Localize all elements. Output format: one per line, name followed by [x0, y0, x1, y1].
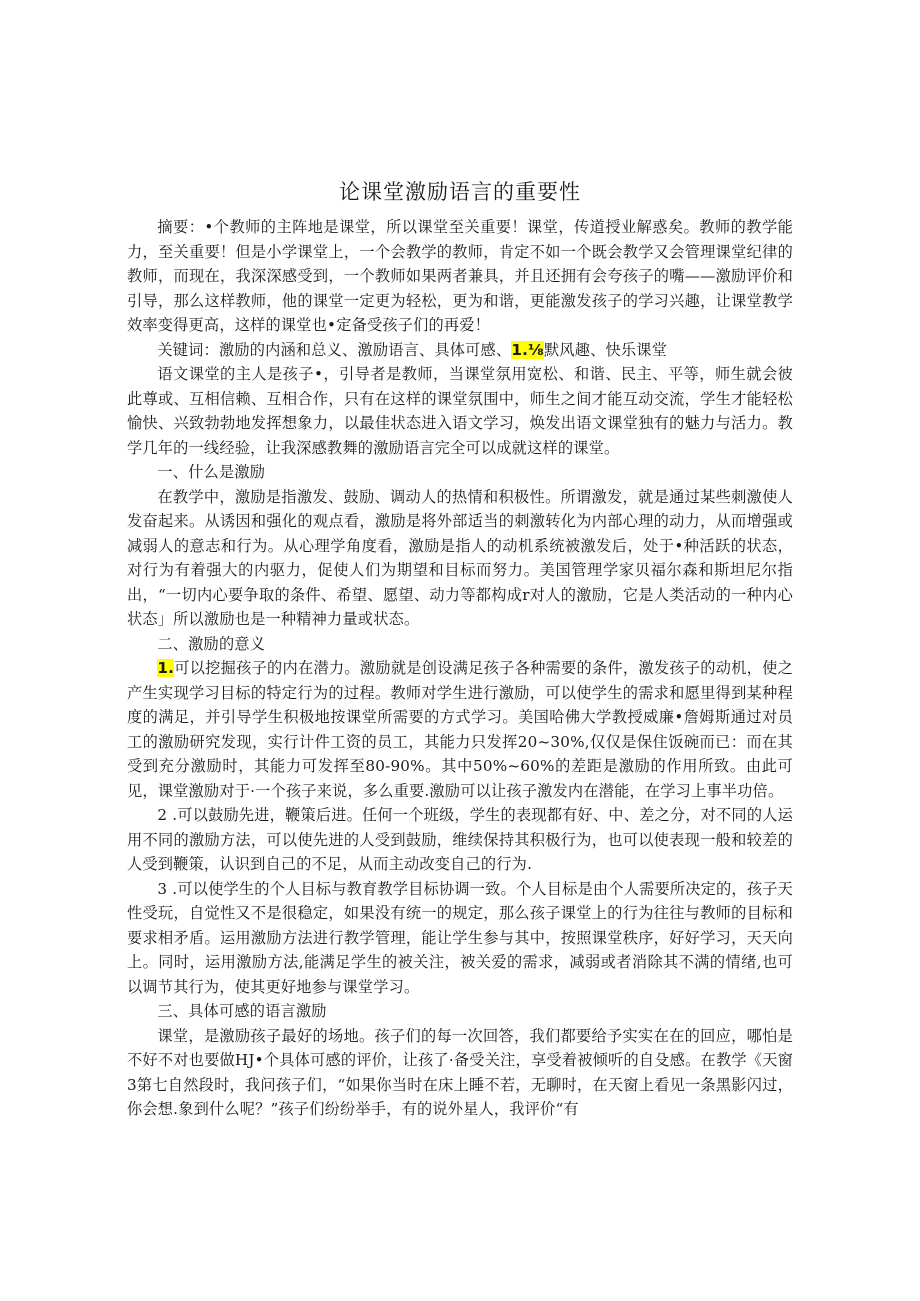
section-heading-1: 一、什么是激励 — [157, 463, 266, 481]
section-heading-2: 二、激励的意义 — [157, 634, 266, 653]
section1-paragraph: 在教学中，激励是指激发、鼓励、调动人的热情和积极性。所谓激发，就是通过某些刺激使人发奋起来。从诱因和强化的观点看，激励是将外部适当的刺激转化为内部心理的动力，从而增强或减弱人的意志和行为。从心理学角度看，激励是指人的动机系统被激发后，处于•种活跃的状态，对行为有着强大的内驱力，促使人们为期望和目标而努力。美国管理学家贝福尔森和斯坦尼尔指出，“一切内心要争取的条件、希望、愿望、动力等都构成r对人的激励，它是人类活动的一种内心状态」所以激励也是一种精神力量或状态。 — [127, 487, 793, 628]
section-heading-3: 三、具体可感的语言激励 — [157, 1002, 327, 1020]
abstract-paragraph: 摘要：•个教师的主阵地是课堂，所以课堂至关重要！课堂，传道授业解惑矣。教师的教学能力，至关重要！但是小学课堂上，一个会教学的教师，肯定不如一个既会教学又会管理课堂纪律的教师，而现在，我深深感受到，一个教师如果两者兼具，并且还拥有会夸孩子的嘴——激励评价和引导，那么这样教师，他的课堂一定更为轻松，更为和谐，更能激发孩子的学习兴趣，让课堂教学效率变得更高，这样的课堂也•定备受孩子们的再爱！ — [127, 218, 793, 334]
section2-item-1 — [127, 656, 793, 803]
keywords-text-rest: 默风趣、快乐课堂 — [543, 340, 668, 359]
section2-item-3: 3 .可以使学生的个人目标与教育教学目标协调一致。个人目标是由个人需要所决定的，孩子天性受玩，自觉性又不是很稳定，如果没有统一的规定，那么孩子课堂上的行为往往与教师的目标和要求相矛盾。运用激励方法进行教学管理，能让学生参与其中，按照课堂秩序，好好学习，天天向上。同时，运用激励方法,能满足学生的被关注，被关爱的需求，减弱或者消除其不满的情绪,也可以调节其行为，使其更好地参与课堂学习。 — [127, 879, 793, 996]
item-number-highlight: 1. — [157, 659, 175, 677]
document-page — [127, 178, 793, 1122]
keywords-paragraph — [127, 338, 793, 363]
keywords-highlight: 1.⅛ — [511, 340, 544, 359]
keywords-text: 关键词：激励的内涵和总义、激励语言、具体可感、 — [157, 340, 512, 359]
item-1-text: 可以挖掘孩子的内在潜力。激励就是创设满足孩子各种需要的条件，激发孩子的动机，使之产生实现学习目标的特定行为的过程。教师对学生进行激励，可以使学生的需求和愿里得到某种程度的满足，并引导学生积极地按课堂所需要的方式学习。美国哈佛大学教授威廉•詹姆斯通过对员工的激励研究发现，实行计件工资的员工，其能力只发挥20~30%,仅仅是保住饭碗而已：而在其受到充分激励时，其能力可发挥至80-90%。其中50%~60%的差距是激励的作用所致。由此可见，课堂激励对于·一个孩子来说，多么重要.激励可以让孩子激发内在潜能，在学习上事半功倍。 — [127, 659, 793, 800]
intro-paragraph: 语文课堂的主人是孩子•，引导者是教师，当课堂氛用宽松、和谐、民主、平等，师生就会彼此尊或、互相信赖、互相合作，只有在这样的课堂氛围中，师生之间才能互动交流，学生才能轻松愉快、兴致勃勃地发挥想象力，以最佳状态进入语文学习，焕发出语文课堂独有的魅力与活力。教学几年的一线经验，让我深感教舞的激励语言完全可以成就这样的课堂。 — [127, 365, 793, 457]
section2-item-2: 2 .可以鼓励先进，鞭策后进。任何一个班级，学生的表现都有好、中、差之分，对不同的人运用不同的激励方法，可以使先进的人受到鼓励，维续保持其积极行为，也可以使表现一般和较差的人受到鞭策，认识到自己的不足，从而主动改变自己的行为. — [127, 806, 793, 873]
document-title: 论课堂激励语言的重要性 — [339, 180, 581, 204]
section3-paragraph: 课堂，是激励孩子最好的场地。孩子们的每一次回答，我们都要给予实实在在的回应，哪怕是不好不对也要做HJ•个具体可感的评价，让孩了·备受关注，享受着被倾听的自殳感。在教学《天窗3第七自然段时，我问孩子们，“如果你当时在床上睡不若，无聊时，在天窗上看见一条黑影闪过，你会想.象到什么呢？”孩子们纷纷举手，有的说外星人，我评价“有 — [127, 1026, 793, 1118]
